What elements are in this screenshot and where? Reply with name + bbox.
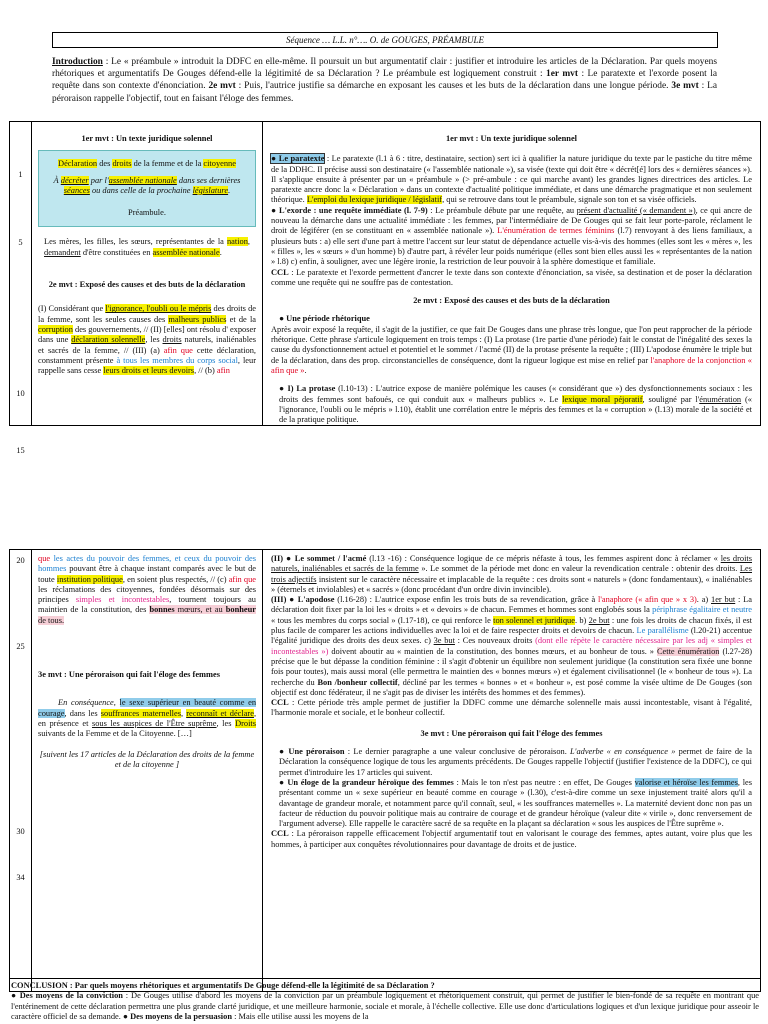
period-text: (I) Considérant que l'ignorance, l'oubli ou le mépris des droits de la femme, sont les seules causes des malheurs publics et de la corruption des gouvernements, // (II) [elles] ont résolu d' exposer dans une déclaration solennelle, les droits naturels, inaliénables et sacrés de la femme, // (III) (a) afin que cette déclaration, constamment présente à tous les membres du corps social, leur rappelle sans cesse leurs droits et leurs devoirs, // (b) afin <box>38 304 256 376</box>
line-number: 20 <box>16 556 25 565</box>
analysis-table-1 <box>9 121 761 455</box>
mvt2-heading-right: 2e mvt : Exposé des causes et des buts de la déclaration <box>413 296 610 306</box>
apodose-paragraph: (III) ● L'apodose (l.16-28) : L'autrice expose enfin les trois buts de sa revendication, grâce à l'anaphore (« afin que » x 3). a) 1er but : La déclaration doit fixer par la loi les « droits » et « devoirs » de chacun. Femmes et hommes sont englobés sous la périphrase égalitaire et neutre « tous les membres du corps social » (l.17-18), ce qui renforce le ton solennel et juridique. b) 2e but : une fois les droits de chacun fixés, il est plus facile de comparer les actions individuelles avec la loi et de faire respecter droits et devoirs de chacun. Le parallélisme (l.20-21) accentue l'égalité juridique des droits des deux sexes. c) 3e but : Ces nouveaux droits (dont elle répète le caractère nécessaire par les adj « simples et incontestables ») doivent aboutir au « maintien de la constitution, des bonnes mœurs, et au bonheur de tous. » Cette énumération (l.27-28) précise que le but dépasse la condition féminine : il s'agit d'obtenir un équilibre non seulement juridique (la constitution sera fixée une bonne fois pour toutes), mais aussi moral (elle permettra le maintien des « bonnes mœurs ») et également civilisationnel (le « bonheur de tous »). La recherche du Bon /bonheur collectif, décliné par les termes « bonnes » et « bonheur », est posé comme la visée ultime de De Gouges (son objectif est donc fédérateur, il ne s'agit pas de diviser les intérêts des hommes et des femmes). <box>271 595 753 697</box>
conclusion-text: ● Des moyens de la conviction : De Gouges utilise d'abord les moyens de la conviction par un préambule logiquement et rhétoriquement construit, qui permet de justifier le bien-fondé de sa requête en montrant que l'entérinement de cette déclaration permettra une plus grande clarté juridique, et une meilleure harmonie, sociale et morale, à l'échelle collective. Elle use donc d'articulations logiques et d'un lexique juridique pour asseoir le caractère officiel de sa demande. ● Des moyens de la persuasion : Mais elle utilise aussi les moyens de la <box>11 991 759 1021</box>
protase-paragraph: ● I) La protase (l.10-13) : L'autrice expose de manière polémique les causes (« considérant que ») des dysfonctionnements sociaux : les droits des femmes sont bafoués, ce qui conduit aux « malheurs publics ». Le lexique moral péjoratif, souligné par l'énumération (« l'ignorance, l'oubli ou le mépris » l.10), établit une corrélation entre le mépris des femmes et la « corruption » (l.13) morale de la société et de la pratique politique. <box>279 384 752 425</box>
intro-label: Introduction <box>52 57 103 67</box>
sequence-title: Séquence … L.L. n°…. O. de GOUGES, PRÉAMBULE <box>52 32 718 48</box>
periode-paragraph: Après avoir exposé la requête, il s'agit de la justifier, ce que fait De Gouges dans une phrase très longue, que l'on peut rapprocher de la période rhétorique. Cette phrase s'articule logiquement en trois temps : (I) La protase (1re partie d'une période) fait le constat de l'inégalité des sexes la cause du dysfonctionnement actuel et potentiel et le sommet / l'acmé (II) de la protase présente la requête ; (III) L'apodose énumère le triple but de la déclaration, dans des prop. circonstancielles de conséquence, dont la rigueur logique est mise en relief par l'anaphore de la conjonction « afin que ». <box>271 324 752 375</box>
line-number: 30 <box>16 827 25 836</box>
mvt1-heading-right: 1er mvt : Un texte juridique solennel <box>445 134 578 143</box>
line-numbers-col <box>10 550 32 992</box>
line-number: 10 <box>16 389 25 398</box>
text-column <box>32 550 263 992</box>
mvt1-heading: 1er mvt : Un texte juridique solennel <box>81 134 213 143</box>
analysis-table-2 <box>9 549 761 992</box>
line-numbers-col <box>10 122 32 455</box>
sommet-paragraph: (II) ● Le sommet / l'acmé (l.13 -16) : Conséquence logique de ce mépris néfaste à tous, les femmes aspirent donc à réclamer « les droits naturels, inaliénables et sacrés de la femme ». Le sommet de la période met donc en valeur la revendication centrale : obtenir des droits. Les trois adjectifs insistent sur le caractère nécessaire et implacable de la requête : ces droits sont « naturels » (donc fondamentaux), « inaliénables » (éternels et inviolables) et « sacrés » (donc procédant d'un ordre divin invincible). <box>271 554 752 594</box>
eloge-paragraph: ● Un éloge de la grandeur héroïque des femmes : Mais le ton n'est pas neutre : en effet, De Gouges valorise et héroïse les femmes, les présentant comme un « sexe supérieur en beauté comme en courage » (l.30), c'est-à-dire comme un sexe injustement traité alors qu'il a davantage de grandeur morale, et notamment parce qu'il connaît, seul, « les souffrances maternelles ». La maternité devient donc non pas un facteur de réduction du pouvoir politique mais au contraire de courage et de grandeur héroïque (valeur dite « virile », donc renversement de l'argument adverse). Elle rappelle le caractère sacré de sa requête en la plaçant sa déclaration « sous les auspices de l'Être suprême ». <box>279 777 753 829</box>
introduction: Introduction : Le « préambule » introduit la DDFC en elle-même. Il poursuit un but argumentatif clair : justifier et introduire les articles de la Déclaration. Par quels moyens rhétoriques et argumentatifs De Gouges défend-elle la légitimité de sa Déclaration ? Le préambule est logiquement construit : 1er mvt : Le paratexte et l'exorde posent la requête dans son contexte d'énonciation. 2e mvt : Puis, l'autrice justifie sa démarche en exposant les causes et les buts de la déclaration dans une longue période. 3e mvt : La péroraison rappelle l'objectif, tout en faisant l'éloge des femmes. <box>52 57 717 104</box>
ccl3-paragraph: CCL : La péroraison rappelle efficacement l'objectif argumentatif tout en valorisant le courage des femmes, aptes autant, voire plus que les hommes, à participer aux conquêtes révolutionnaires pour davantage de droits et de justice. <box>271 829 752 849</box>
ccl2-paragraph: CCL : Cette période très ample permet de justifier la DDFC comme une démarche solennelle mais aussi incontestable, visant à l'égalité, l'harmonie morale et sociale, et le bonheur collectif. <box>271 698 752 718</box>
conclusion-heading: CONCLUSION : Par quels moyens rhétoriques et argumentatifs De Gouge défend-elle la légitimité de sa Déclaration ? <box>11 981 435 990</box>
ccl-paragraph: CCL : Le paratexte et l'exorde permettent d'ancrer le texte dans son contexte d'énonciation, sa visée, sa destination et de poser la déclaration comme une requête qui ne souffre pas de contestation. <box>271 267 752 287</box>
conclusion <box>9 978 761 1022</box>
exorde-paragraph: ● L'exorde : une requête immédiate (l. 7-9) : Le préambule débute par une requête, au présent d'actualité (« demandent »), ce qui ancre de nouveau la démarche dans une actualité immédiate : les femmes, par l'intermédiaire de De Gouges qui se fait leur porte-parole, réclament le droit de légiférer (en se constituant en « assemblée nationale »). L'énumération de termes féminins (l.7) renvoyant à des liens familiaux, a plusieurs buts : a) elle sert d'une part à mettre l'accent sur leur statut de dépendance actuelle vis-à-vis des hommes (elles sont les « mères », les « filles », les « sœurs » d'un homme) b) d'autre part, à révéler leur poids numérique (elles sont bien elles aussi les « représentantes de la nation » l.8) c) enfin, à souligner, avec une légère ironie, la restriction de leur pouvoir à la sphère domestique et familiale. <box>271 205 753 267</box>
line-number: 34 <box>16 873 25 882</box>
line-number: 25 <box>16 642 25 651</box>
apodose-text: que les actes du pouvoir des femmes, et ceux du pouvoir des hommes pouvant être à chaque instant comparés avec le but de toute institution politique, en soient plus respectés, // (c) afin que les réclamations des citoyennes, fondées désormais sur des principes simples et incontestables, tournent toujours au maintien de la constitution, des bonnes mœurs, et au bonheur de tous. <box>38 554 257 625</box>
mvt3-heading-right: 3e mvt : Une péroraison qui fait l'éloge des femmes <box>420 728 603 738</box>
line-number: 1 <box>18 170 23 179</box>
mvt3-heading: 3e mvt : Une péroraison qui fait l'éloge des femmes <box>38 670 220 680</box>
commentary-column <box>263 550 761 992</box>
line-number: 15 <box>16 446 25 455</box>
peroraison-paragraph: ● Une péroraison : Le dernier paragraphe a une valeur conclusive de péroraison. L'adverbe « en conséquence » permet de faire de la Déclaration la conséquence logique de tous les arguments précédents. De Gouges rappelle l'objectif (justifier l'existence de la DDFC), ce qui permet d'introduire les 17 articles qui suivent. <box>279 747 753 777</box>
mvt2-heading: 2e mvt : Exposé des causes et des buts de la déclaration <box>48 280 246 290</box>
title-box: Déclaration des droits de la femme et de la citoyenne À décréter par l'assemblée nationale dans ses dernières séances ou dans celle de la prochaine législature. Préambule. <box>38 150 256 227</box>
paratexte-paragraph: ● Le paratexte : Le paratexte (l.1 à 6 : titre, destinataire, section) sert ici à qualifier la nature juridique du texte par le pastiche du titre même de la DDHC. Il précise aussi son destinataire (« l'assemblée nationale »), sa visée (texte qui doit être « décrét[é] lors des « dernières séances »). Il s'applique ensuite à présenter par un « préambule » (> pré-ambule : ce qui marche avant) les grandes lignes directrices des articles. Le paratexte ancre donc la « Déclaration » dans un contexte d'actualité politique immédiate, et dans une démarche pragmatique et non seulement théorique. L'emploi du lexique juridique / législatif, qui se retrouve dans tout le préambule, signale son ton et sa visée officiels. <box>271 154 753 205</box>
commentary-column <box>263 122 761 426</box>
exorde-text: Les mères, les filles, les sœurs, représentantes de la nation, demandent d'être constituées en assemblée nationale. <box>44 237 250 257</box>
periode-heading: ● Une période rhétorique <box>279 314 370 324</box>
text-column <box>32 122 263 426</box>
peroraison-text: En conséquence, le sexe supérieur en beauté comme en courage, dans les souffrances maternelles, reconnaît et déclare, en présence et sous les auspices de l'Être suprême, les Droits suivants de la Femme et de la Citoyenne. […] <box>38 698 257 739</box>
suivent-note: [suivent les 17 articles de la Déclaration des droits de la femme et de la citoyenne ] <box>39 749 255 769</box>
line-number: 5 <box>18 238 23 247</box>
